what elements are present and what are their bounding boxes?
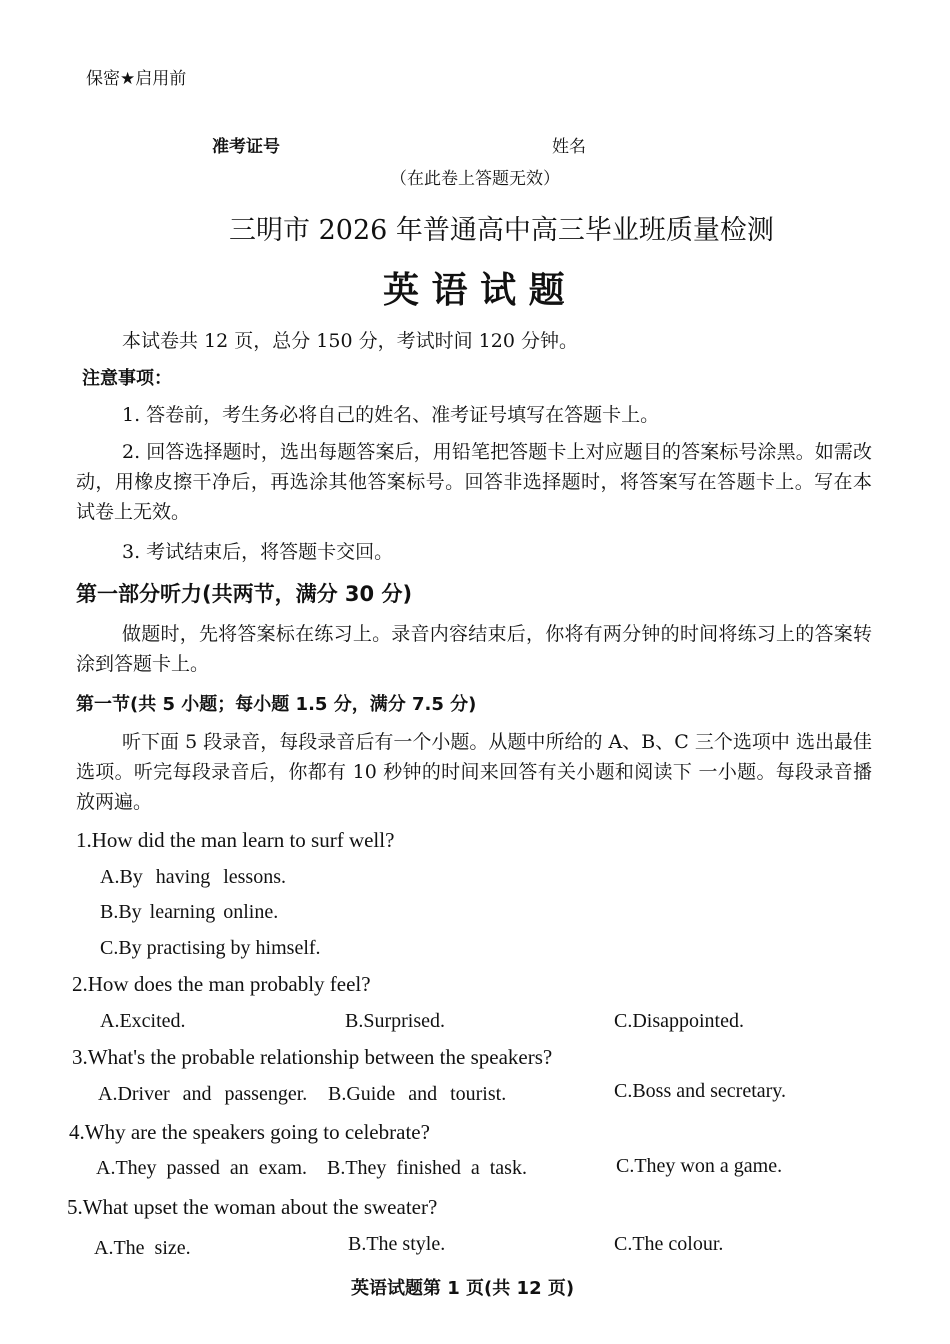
question-3-option-a: A.Driver and passenger. — [98, 1083, 308, 1105]
exam-id-label: 准考证号 — [212, 137, 280, 157]
note-item-3: 3. 考试结束后，将答题卡交回。 — [122, 541, 394, 563]
part1-heading: 第一部分听力(共两节，满分 30 分) — [76, 582, 413, 606]
question-3-option-c: C.Boss and secretary. — [614, 1080, 786, 1102]
question-5-option-c: C.The colour. — [614, 1233, 724, 1255]
question-4-option-a: A.They passed an exam. — [96, 1157, 308, 1179]
question-2-option-b: B.Surprised. — [345, 1010, 445, 1032]
question-4-option-b: B.They finished a task. — [327, 1157, 527, 1179]
note-item-2: 2. 回答选择题时，选出每题答案后，用铅笔把答题卡上对应题目的答案标号涂黑。如需改动，用橡皮擦干净后，再选涂其他答案标号。回答非选择题时，将答案写在答题卡上。写在本试卷上无效。 — [76, 441, 872, 523]
name-label: 姓名 — [552, 137, 586, 157]
question-4-option-c: C.They won a game. — [616, 1155, 783, 1177]
question-5-stem: 5.What upset the woman about the sweater? — [67, 1195, 438, 1219]
question-1-option-a: A.By having lessons. — [100, 866, 286, 888]
note-item-1: 1. 答卷前，考生务必将自己的姓名、准考证号填写在答题卡上。 — [122, 404, 660, 426]
question-2-option-c: C.Disappointed. — [614, 1010, 744, 1032]
question-1-option-b: B.By learning online. — [100, 901, 279, 923]
question-3-stem: 3.What's the probable relationship between the speakers? — [72, 1045, 553, 1069]
part1-instruction: 做题时，先将答案标在练习上。录音内容结束后，你将有两分钟的时间将练习上的答案转涂到答题卡上。 — [76, 623, 872, 675]
question-5-option-a: A.The size. — [94, 1237, 191, 1259]
question-2-option-a: A.Excited. — [100, 1010, 186, 1032]
notes-heading: 注意事项： — [82, 368, 172, 389]
intro-text: 本试卷共 12 页，总分 150 分，考试时间 120 分钟。 — [122, 330, 578, 352]
question-1-stem: 1.How did the man learn to surf well? — [76, 828, 395, 852]
question-1-option-c: C.By practising by himself. — [100, 937, 321, 959]
invalid-note: （在此卷上答题无效） — [390, 169, 560, 189]
question-5-option-b: B.The style. — [348, 1233, 446, 1255]
question-3-option-b: B.Guide and tourist. — [328, 1083, 507, 1105]
question-2-stem: 2.How does the man probably feel? — [72, 972, 371, 996]
section1-instruction: 听下面 5 段录音，每段录音后有一个小题。从题中所给的 A、B、C 三个选项中 选出最佳选项。听完每段录音后，你都有 10 秒钟的时间来回答有关小题和阅读下 一小题。每段录音播放两遍。 — [76, 731, 872, 813]
confidential-mark: 保密★启用前 — [86, 69, 187, 89]
page-footer: 英语试题第 1 页(共 12 页) — [351, 1278, 575, 1299]
question-4-stem: 4.Why are the speakers going to celebrate? — [69, 1120, 430, 1144]
section1-heading: 第一节(共 5 小题；每小题 1.5 分，满分 7.5 分) — [76, 694, 477, 715]
subject-title: 英 语 试 题 — [383, 270, 565, 311]
exam-title: 三明市 2026 年普通高中高三毕业班质量检测 — [229, 215, 774, 246]
